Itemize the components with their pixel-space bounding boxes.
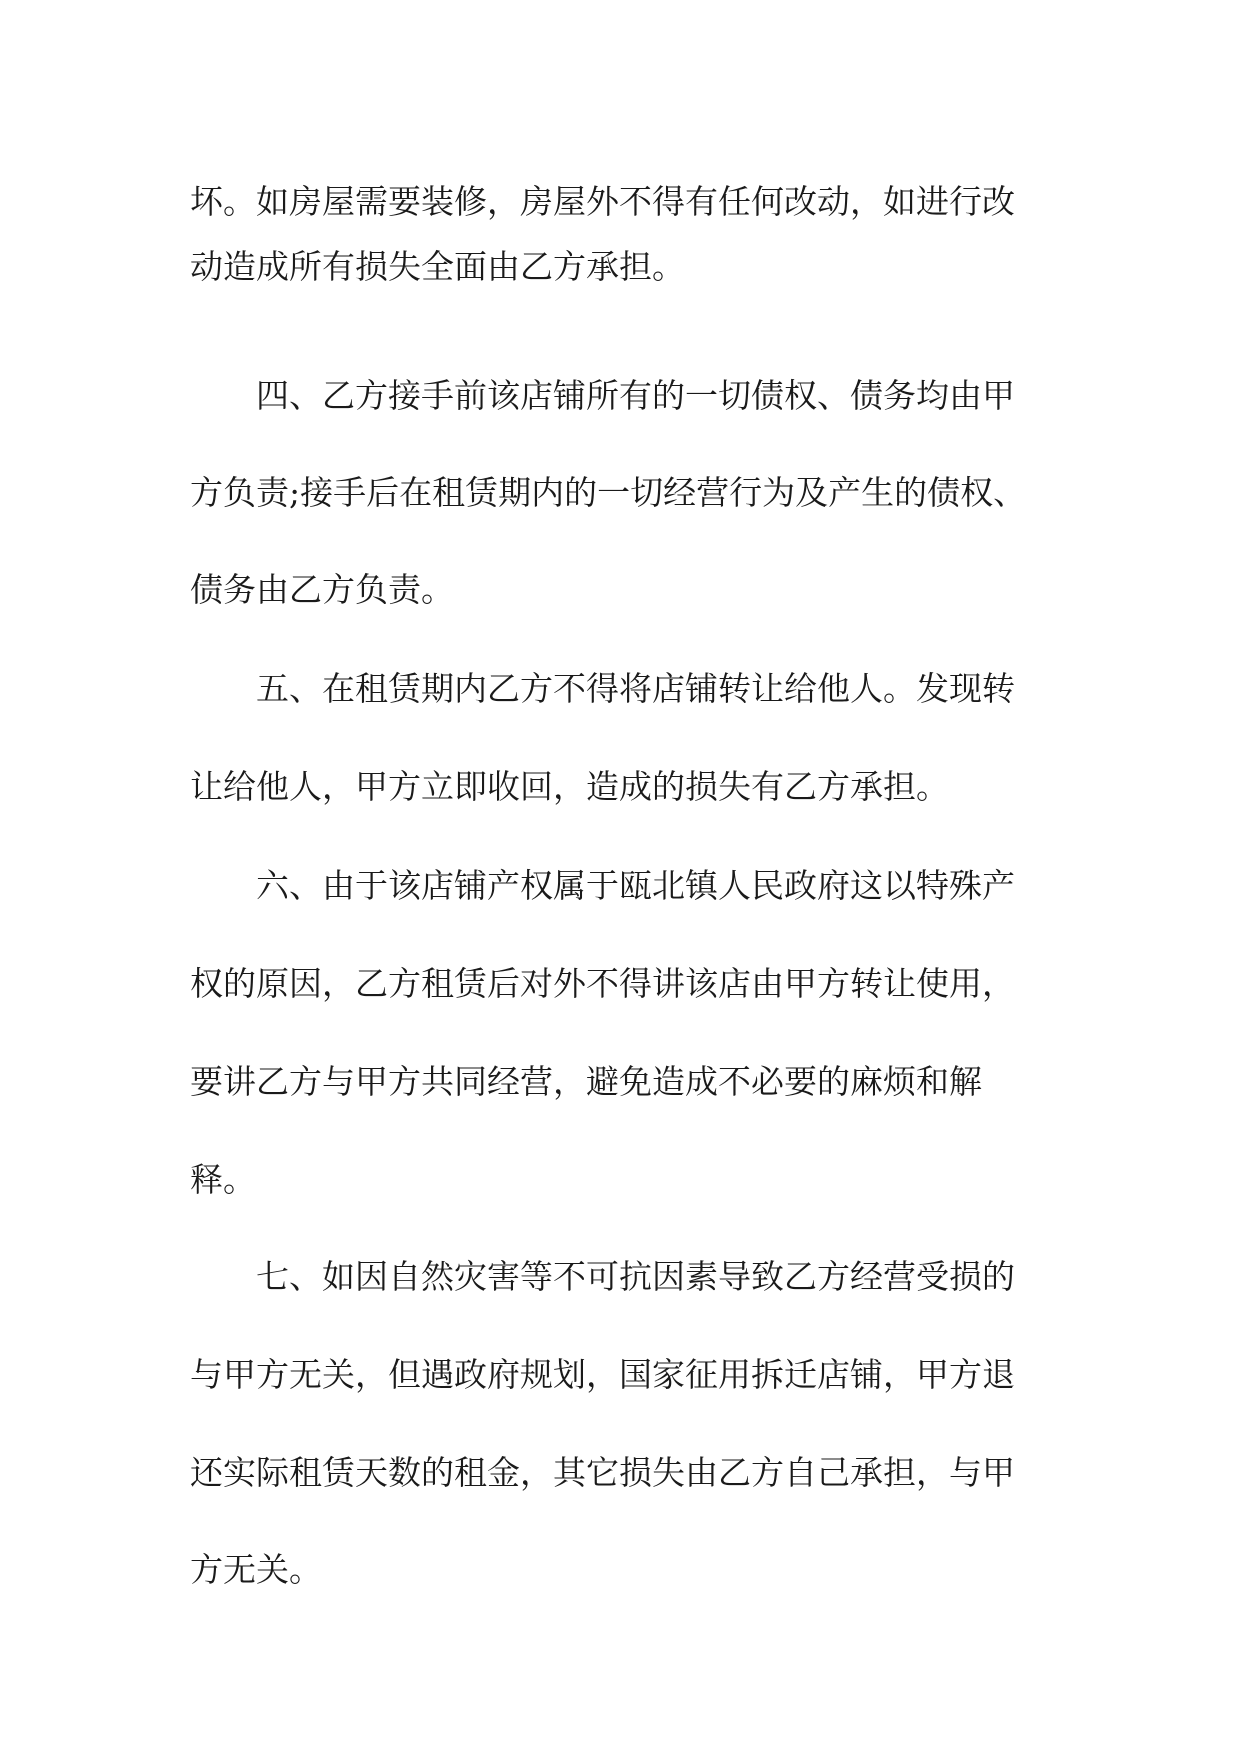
text-line: 动造成所有损失全面由乙方承担。 (190, 247, 685, 286)
text-line: 让给他人，甲方立即收回，造成的损失有乙方承担。 (190, 767, 949, 806)
clause-six-start: 六、由于该店铺产权属于瓯北镇人民政府这以特殊产 (256, 866, 1015, 905)
text-line: 权的原因，乙方租赁后对外不得讲该店由甲方转让使用， (190, 964, 1015, 1003)
text-line: 坏。如房屋需要装修，房屋外不得有任何改动，如进行改 (190, 182, 1015, 221)
clause-four-start: 四、乙方接手前该店铺所有的一切债权、债务均由甲 (256, 376, 1015, 415)
text-line: 还实际租赁天数的租金，其它损失由乙方自己承担，与甲 (190, 1453, 1015, 1492)
text-line: 方无关。 (190, 1550, 322, 1589)
text-line: 与甲方无关，但遇政府规划，国家征用拆迁店铺，甲方退 (190, 1355, 1015, 1394)
clause-five-start: 五、在租赁期内乙方不得将店铺转让给他人。发现转 (256, 669, 1015, 708)
text-line: 方负责;接手后在租赁期内的一切经营行为及产生的债权、 (190, 473, 1027, 512)
text-line: 要讲乙方与甲方共同经营，避免造成不必要的麻烦和解 (190, 1062, 982, 1101)
text-line: 债务由乙方负责。 (190, 570, 454, 609)
text-line: 释。 (190, 1160, 256, 1199)
clause-seven-start: 七、如因自然灾害等不可抗因素导致乙方经营受损的 (256, 1257, 1015, 1296)
